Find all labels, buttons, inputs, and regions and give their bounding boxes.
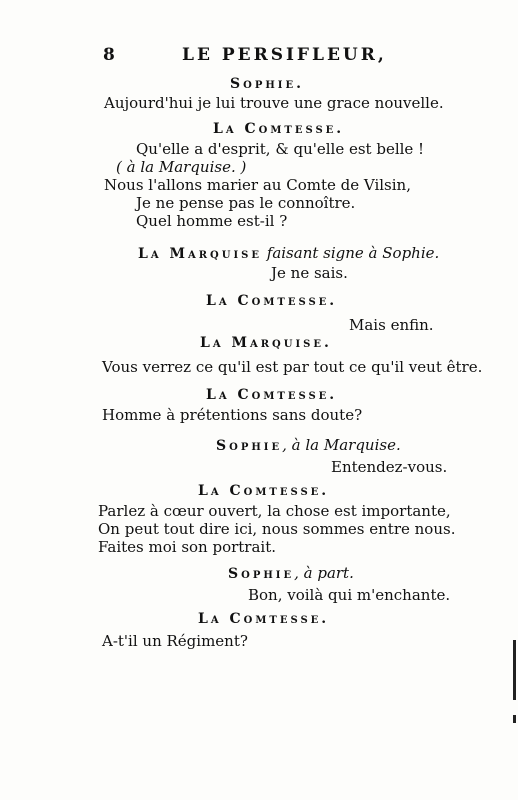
speaker-sophie-direction — [228, 564, 354, 583]
stage-direction: ( à la Marquise. ) — [116, 158, 247, 176]
speaker-marquise-direction — [138, 244, 439, 263]
speaker-comtesse: La Comtesse. — [213, 121, 345, 137]
verse-line: Bon, voilà qui m'enchante. — [248, 586, 451, 604]
verse-line: Je ne sais. — [271, 264, 348, 282]
speaker-marquise: La Marquise — [138, 246, 262, 262]
verse-line: Faites moi son portrait. — [98, 538, 277, 556]
speaker-sophie: Sophie — [216, 438, 283, 454]
speaker-comtesse: La Comtesse. — [206, 293, 338, 309]
speaker-sophie: Sophie. — [230, 76, 304, 92]
verse-line: Homme à prétentions sans doute? — [102, 406, 363, 424]
verse-line: On peut tout dire ici, nous sommes entre nous. — [98, 520, 456, 538]
page-number: 8 — [103, 45, 118, 65]
speaker-comtesse: La Comtesse. — [206, 387, 338, 403]
verse-line: Aujourd'hui je lui trouve une grace nouvelle. — [104, 94, 444, 112]
stage-direction: , à part. — [294, 564, 354, 582]
stage-direction: faisant signe à Sophie. — [262, 244, 440, 262]
speaker-sophie-direction — [216, 436, 401, 455]
verse-line: Entendez-vous. — [331, 458, 448, 476]
speaker-comtesse: La Comtesse. — [198, 611, 330, 627]
stage-direction: , à la Marquise. — [282, 436, 401, 454]
speaker-marquise: La Marquise. — [200, 335, 332, 351]
speaker-sophie: Sophie — [228, 566, 295, 582]
scan-edge-mark — [513, 640, 516, 700]
verse-line: Mais enfin. — [349, 316, 434, 334]
verse-line: Vous verrez ce qu'il est par tout ce qu'il veut être. — [102, 358, 483, 376]
verse-line: Parlez à cœur ouvert, la chose est importante, — [98, 502, 451, 520]
speaker-comtesse: La Comtesse. — [198, 483, 330, 499]
verse-line: Quel homme est-il ? — [136, 212, 288, 230]
verse-line: Je ne pense pas le connoître. — [136, 194, 356, 212]
verse-line: A-t'il un Régiment? — [102, 632, 248, 650]
scan-edge-mark — [513, 715, 516, 723]
running-title: LE PERSIFLEUR, — [182, 45, 387, 65]
verse-line: Qu'elle a d'esprit, & qu'elle est belle ! — [136, 140, 425, 158]
verse-line: Nous l'allons marier au Comte de Vilsin, — [104, 176, 411, 194]
